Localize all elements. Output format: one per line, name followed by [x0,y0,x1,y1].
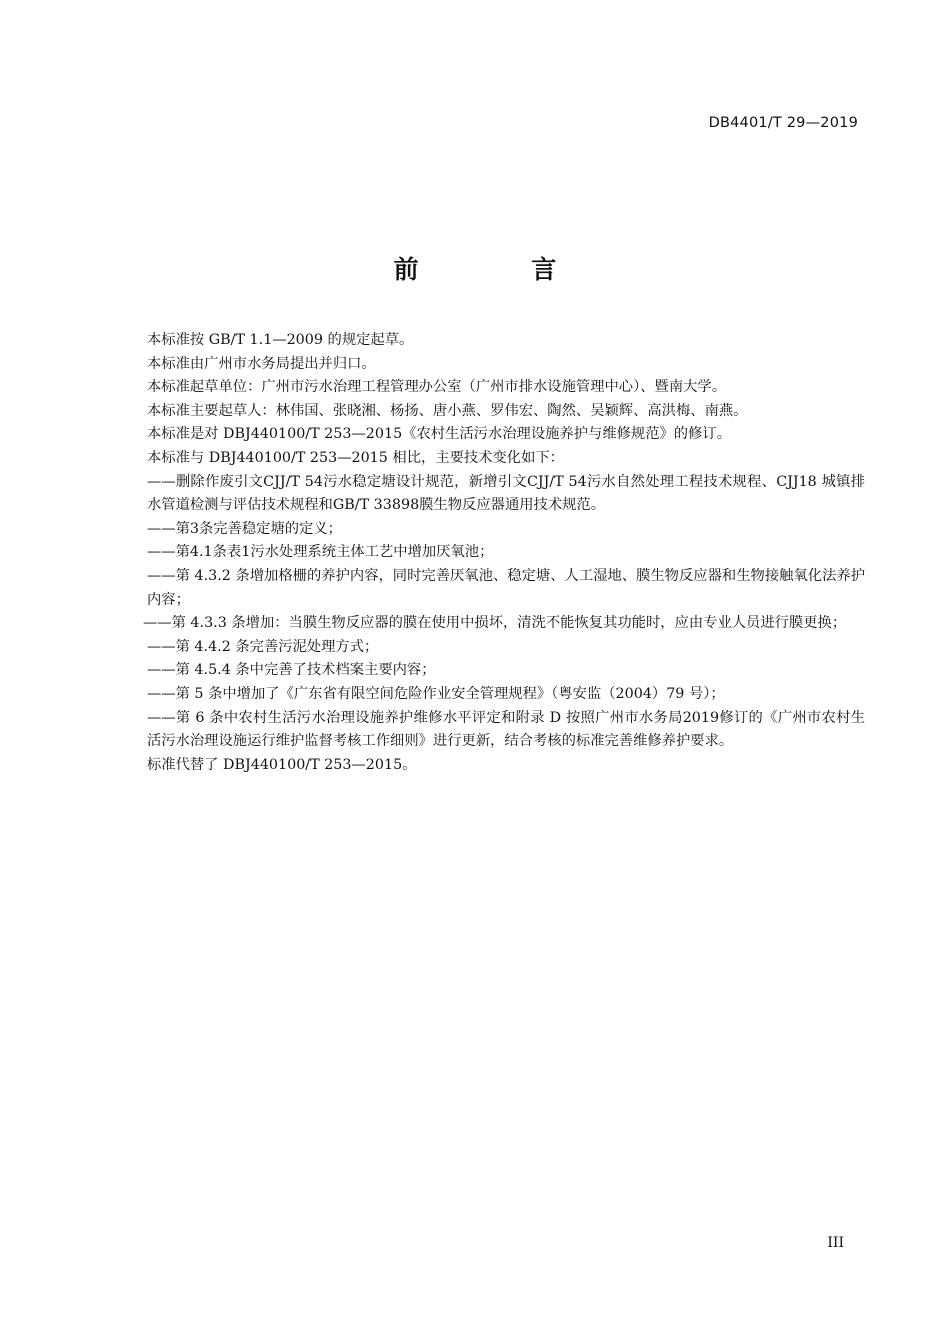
paragraph-replaces: 标准代替了 DBJ440100/T 253—2015。 [147,756,417,773]
document-code: DB4401/T 29—2019 [708,115,858,131]
change-item: ——删除作废引文CJJ/T 54污水稳定塘设计规范，新增引文CJJ/T 54污水自然处理工程技术规程、CJJ18 城镇排水管道检测与评估技术规程和GB/T 33898膜生物反应器通用技术规范。 [147,473,865,514]
paragraph-changes-intro: 本标准与 DBJ440100/T 253—2015 相比，主要技术变化如下： [147,449,564,466]
change-item: ——第 5 条中增加了《广东省有限空间危险作业安全管理规程》（粤安监（2004）79 号）； [147,685,725,702]
change-item: ——第 4.5.4 条中完善了技术档案主要内容； [147,662,436,679]
foreword-body [143,329,865,777]
change-item: ——第 4.4.2 条完善污泥处理方式； [147,638,379,655]
page-title: 前 言 [393,255,609,284]
page-number: III [827,1235,844,1251]
paragraph-main-drafters: 本标准主要起草人：林伟国、张晓湘、杨扬、唐小燕、罗伟宏、陶然、吴颖辉、高洪梅、南燕。 [147,402,748,419]
change-item: ——第3条完善稳定塘的定义； [147,520,342,537]
paragraph-drafting-rule: 本标准按 GB/T 1.1—2009 的规定起草。 [147,332,414,348]
paragraph-proposer: 本标准由广州市水务局提出并归口。 [147,355,376,372]
paragraph-drafting-units: 本标准起草单位：广州市污水治理工程管理办公室（广州市排水设施管理中心）、暨南大学。 [147,379,727,396]
change-item: ——第 4.3.3 条增加：当膜生物反应器的膜在使用中损坏，清洗不能恢复其功能时，应由专业人员进行膜更换； [143,615,847,632]
paragraph-revision-of: 本标准是对 DBJ440100/T 253—2015《农村生活污水治理设施养护与维修规范》的修订。 [147,426,731,443]
change-item: ——第 6 条中农村生活污水治理设施养护维修水平评定和附录 D 按照广州市水务局2019修订的《广州市农村生活污水治理设施运行维护监督考核工作细则》进行更新，结合考核的标准完善维修养护要求。 [147,709,865,750]
change-item: ——第 4.3.2 条增加格栅的养护内容，同时完善厌氧池、稳定塘、人工湿地、膜生物反应器和生物接触氧化法养护内容； [147,567,865,608]
change-item: ——第4.1条表1污水处理系统主体工艺中增加厌氧池； [147,544,494,561]
